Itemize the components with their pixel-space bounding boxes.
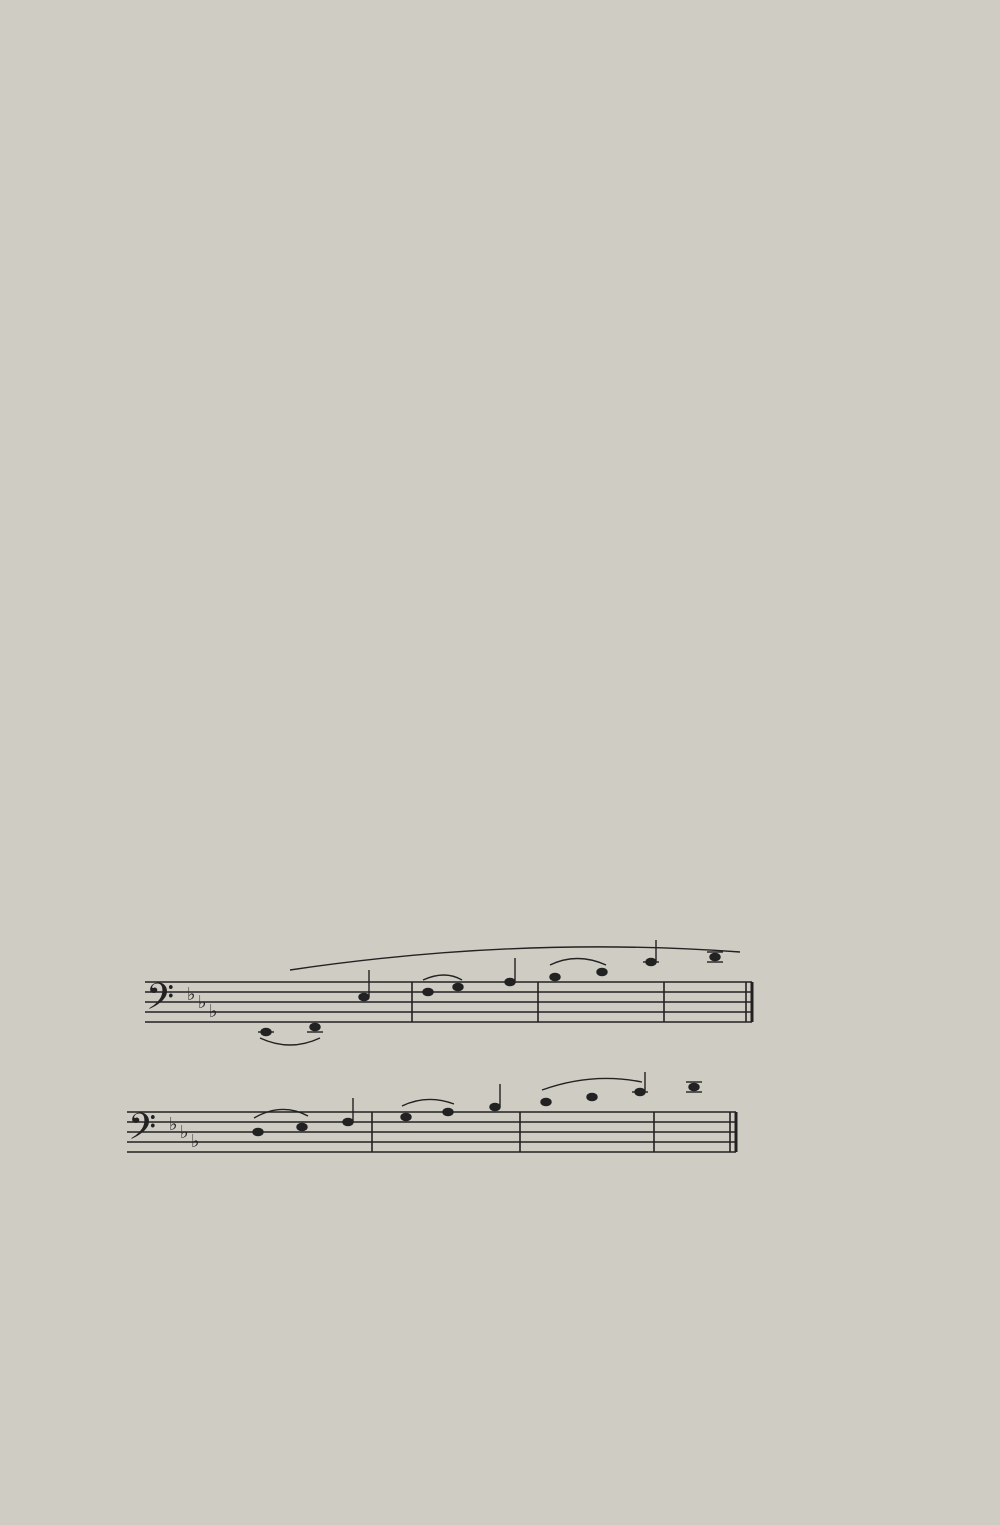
svg-text:♭: ♭ [209,1001,218,1022]
music-staff-2 [122,1070,762,1160]
svg-text:♭: ♭ [169,1114,178,1135]
svg-text:𝄢: 𝄢 [128,1106,157,1157]
svg-text:♭: ♭ [191,1131,200,1152]
music-staff-1 [140,940,780,1050]
svg-text:♭: ♭ [198,992,207,1013]
svg-text:♭: ♭ [187,984,196,1005]
svg-text:♭: ♭ [180,1122,189,1143]
svg-text:𝄢: 𝄢 [146,976,175,1027]
